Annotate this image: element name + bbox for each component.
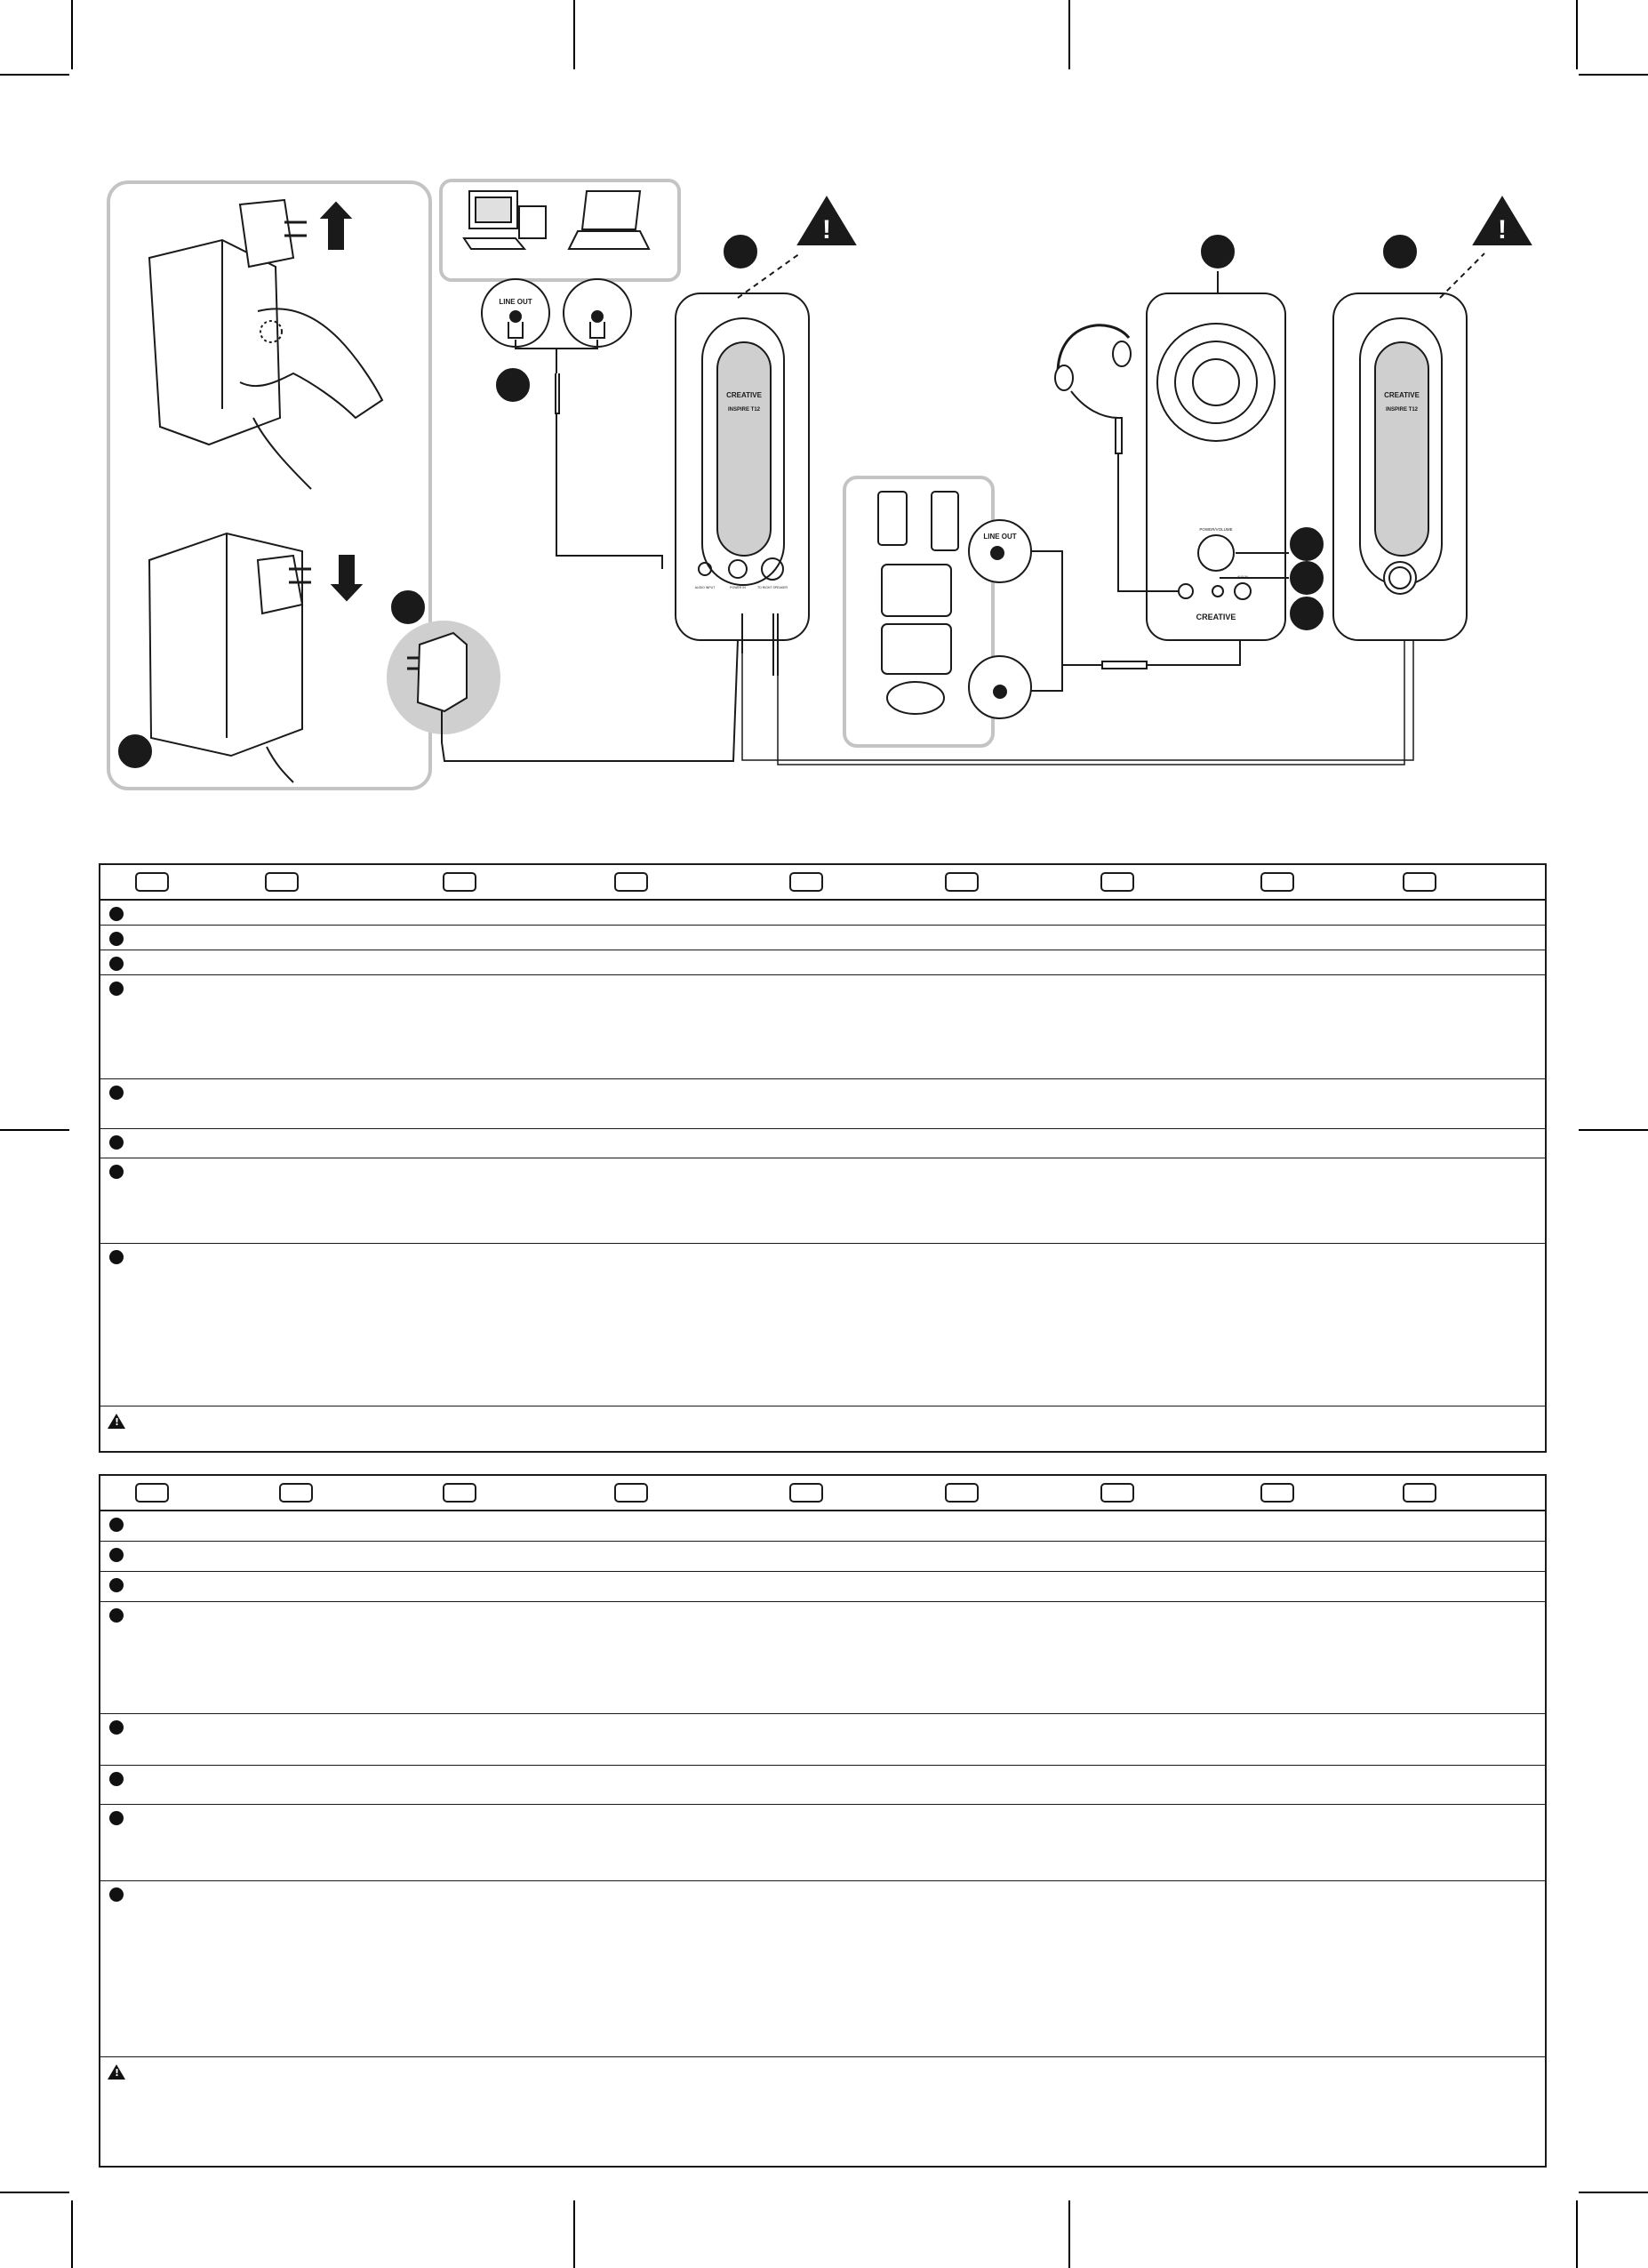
computer-icon (464, 191, 546, 249)
connection-diagram (0, 0, 1648, 836)
crop-mark (0, 1129, 69, 1131)
step-bullet (109, 1518, 124, 1532)
instruction-row (100, 1158, 1545, 1244)
step-bullet (109, 1165, 124, 1179)
step-bullet (109, 1720, 124, 1735)
crop-mark (0, 2192, 69, 2193)
knob-label: POWER/VOLUME (1199, 527, 1233, 532)
instruction-row (100, 926, 1545, 950)
step-bullet (109, 1887, 124, 1902)
sub-brand-label: CREATIVE (1196, 613, 1236, 621)
port-audio-input-label: AUDIO INPUT (694, 586, 716, 589)
step-bullet (109, 1811, 124, 1825)
right-speaker-brand-label: CREATIVE (1384, 391, 1420, 399)
computer-panel (441, 180, 679, 569)
step-bullet (109, 957, 124, 971)
warning-icon (108, 2064, 125, 2080)
language-tab (135, 1483, 169, 1503)
language-tab (265, 872, 299, 892)
instruction-row (100, 1572, 1545, 1602)
instruction-row (100, 1714, 1545, 1766)
instruction-row (100, 1129, 1545, 1158)
crop-mark (1068, 2200, 1070, 2268)
step-bullet (109, 1548, 124, 1562)
language-tab (1260, 872, 1294, 892)
crop-mark (71, 2200, 73, 2268)
language-tab (443, 1483, 476, 1503)
language-tab (1100, 1483, 1134, 1503)
language-tab (614, 872, 648, 892)
main-speaker (676, 197, 1413, 765)
svg-text:!: ! (1498, 215, 1507, 244)
language-tab (135, 872, 169, 892)
crop-mark (1579, 1129, 1648, 1131)
language-header (100, 865, 1545, 901)
language-tab (443, 872, 476, 892)
step-bullet (109, 1578, 124, 1592)
adapter-panel (108, 182, 738, 789)
warning-icon (108, 1414, 125, 1429)
language-tab (789, 872, 823, 892)
port-to-right-label: TO RIGHT SPEAKER (756, 586, 788, 589)
step-bullet (109, 907, 124, 921)
aux-in-label: AUX IN (1237, 575, 1248, 579)
right-speaker (1055, 236, 1323, 640)
language-tab (1100, 872, 1134, 892)
step-bullet (109, 1135, 124, 1150)
instruction-row (100, 950, 1545, 975)
language-tab (1260, 1483, 1294, 1503)
step-bullet (109, 1086, 124, 1100)
instruction-row (100, 1244, 1545, 1406)
instruction-row (100, 1542, 1545, 1572)
speaker-model-label: INSPIRE T12 (727, 407, 761, 413)
instruction-table-2 (99, 1474, 1547, 2168)
warning-row (100, 1406, 1545, 1453)
instruction-row (100, 1766, 1545, 1805)
instruction-row (100, 1881, 1545, 2057)
language-tab (614, 1483, 648, 1503)
language-tab (1403, 872, 1436, 892)
instruction-row (100, 901, 1545, 926)
warning-row (100, 2057, 1545, 2164)
instruction-row (100, 1602, 1545, 1714)
instruction-row (100, 1805, 1545, 1881)
language-tab (279, 1483, 313, 1503)
step-bullet (109, 982, 124, 996)
mp3-line-out-label: LINE OUT (983, 533, 1017, 541)
step-bullet (109, 1772, 124, 1786)
instruction-row (100, 975, 1545, 1079)
instruction-table-1 (99, 863, 1547, 1453)
right-speaker-model-label: INSPIRE T12 (1385, 407, 1419, 413)
step-bullet (109, 932, 124, 946)
language-header (100, 1476, 1545, 1511)
step-bullet (109, 1608, 124, 1623)
satellite-speaker (1333, 197, 1531, 640)
port-power-in-label: POWER IN (730, 586, 746, 589)
crop-mark (573, 2200, 575, 2268)
svg-text:!: ! (822, 215, 831, 244)
language-tab (945, 872, 979, 892)
step-bullet (109, 1250, 124, 1264)
instruction-row (100, 1079, 1545, 1129)
crop-mark (1579, 2192, 1648, 2193)
language-tab (945, 1483, 979, 1503)
crop-mark (1576, 2200, 1578, 2268)
language-tab (789, 1483, 823, 1503)
speaker-brand-label: CREATIVE (726, 391, 762, 399)
instruction-row (100, 1511, 1545, 1542)
computer-line-out-label: LINE OUT (499, 298, 532, 306)
mp3-player-icon (878, 492, 907, 545)
laptop-icon (569, 191, 649, 249)
language-tab (1403, 1483, 1436, 1503)
